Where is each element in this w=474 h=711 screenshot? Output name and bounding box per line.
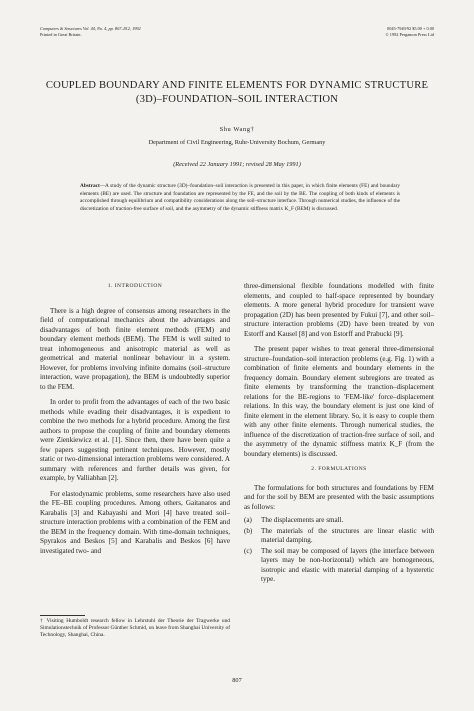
abstract-text: —A study of the dynamic structure (3D)–foundation–soil interaction is presented in this paper, in which finite elements (FE) and boundary elements (BE) are used. The structure and foundation are represented by the FE, and the soil by the BE. The coupling of both kinds of elements is accomplished through equilibrium and compatibility considerations along the soil–structure interface. Through numerical studies, the influence of the discretization of traction-free surface of soil, and the asymmetry of the dynamic stiffness matrix K_F (BEM) is discussed.: [80, 183, 400, 213]
printed-note: Printed in Great Britain.: [40, 32, 82, 37]
author-name: Shu Wang†: [219, 126, 255, 133]
list-item-text: The soil may be composed of layers (the interface between layers may be non-horizontal) which are homogeneous, isotropic and elastic with material damping of a hysteretic type.: [261, 546, 434, 583]
abstract-label: Abstract: [80, 183, 100, 189]
author-affiliation: Department of Civil Engineering, Ruhr-University Bochum, Germany: [148, 139, 326, 146]
footnote: † Visiting Humboldt research fellow in Lehrstuhl der Theorie der Tragwerke und Simulationstechnik of Professor Günther Schmid, on leave from Shanghai University of Technology, Shanghai, China.: [40, 618, 230, 638]
issn-price: 0045-7949/92 $5.00 + 0.00: [387, 26, 434, 31]
journal-header: [40, 26, 141, 38]
section-heading-formulations: 2. FORMULATIONS: [311, 466, 367, 472]
copyright-header: [385, 26, 434, 38]
left-column: [40, 282, 230, 556]
paragraph: There is a high degree of consensus among researchers in the field of computational mechanics about the advantages and disadvantages of both finite element methods (FEM) and boundary element methods (BEM). The FEM is well suited to treat inhomogeneous and anisotropic material as well as geometrical and material nonlinear behaviour in a system. However, for problems involving infinite domains (soil–structure interaction, wave propagation), the BEM is undoubtedly superior to the FEM.: [40, 306, 230, 391]
list-item-label: (a): [244, 516, 252, 524]
paragraph: The formulations for both structures and foundations by FEM and for the soil by BEM are presented with the basic assumptions as follows:: [244, 483, 434, 511]
paragraph: three-dimensional flexible foundations modelled with finite elements, and coupled to half-space represented by boundary elements. A more general hybrid procedure for transient wave propagation (2D) has been presented by Fukui [7], and other soil–structure interaction problems (2D) have been treated by von Estorff and Kausel [8] and von Estorff and Prabucki [9].: [244, 282, 434, 338]
list-item: [244, 516, 434, 526]
assumption-list: [244, 516, 434, 585]
copyright-notice: © 1992 Pergamon Press Ltd: [385, 32, 434, 37]
list-item-label: (b): [244, 526, 253, 535]
paragraph: For elastodynamic problems, some researchers have also used the FE–BE coupling procedures. Among others, Gaitanaros and Karabalis [3] and Kabayashi and Mori [4] have treated soil–structure interaction problems with a combination of the FEM and the BEM in the frequency domain. With time-domain techniques, Spyrakos and Beskos [5] and Karabalis and Beskos [6] have investigated two- and: [40, 489, 230, 555]
footnote-rule: [40, 615, 85, 616]
paragraph: In order to profit from the advantages of each of the two basic methods while evading their disadvantages, it is expedient to combine the two methods for a hybrid procedure. Among the first authors to propose the coupling of finite and boundary elements were Zienkiewicz et al. [1]. Since then, there have been quite a few papers suggesting pertinent techniques. However, mostly static or two-dimensional interaction problems were considered. A summary with references and further details was given, for example, by Valliabhan [2].: [40, 398, 230, 482]
list-item: [244, 527, 434, 546]
paragraph: The present paper wishes to treat general three-dimensional structure–foundation–soil interaction problems (e.g. Fig. 1) with a combination of finite elements and boundary elements in the frequency domain. Boundary element subregions are treated as finite elements by transforming the tranction–displacement relations for the BE-regions to 'FEM-like' force–displacement relations. In this way, the boundary element is just one kind of finite element in the element library. So, it is easy to couple them with any other finite elements. Through numerical studies, the influence of the discretization of traction-free surface of soil, and the asymmetry of the dynamic stiffness matrix K_F (from the boundary elements) is discussed.: [244, 345, 434, 458]
journal-citation: Computers & Structures Vol. 44, No. 4, pp. 807–812, 1992: [40, 26, 141, 31]
list-item-text: The displacements are small.: [261, 516, 344, 524]
list-item-text: The materials of the structures are linear elastic with material damping.: [261, 526, 434, 544]
list-item-label: (c): [244, 546, 252, 555]
right-column: [244, 282, 434, 585]
page-number: 807: [232, 677, 242, 684]
abstract: [80, 183, 400, 214]
received-dates: (Received 22 January 1991; revised 28 May 1991): [173, 161, 301, 168]
paper-title: COUPLED BOUNDARY AND FINITE ELEMENTS FOR DYNAMIC STRUCTURE (3D)–FOUNDATION–SOIL INTERACTION: [45, 80, 429, 105]
list-item: [244, 547, 434, 585]
section-heading-introduction: 1. INTRODUCTION: [107, 283, 163, 289]
